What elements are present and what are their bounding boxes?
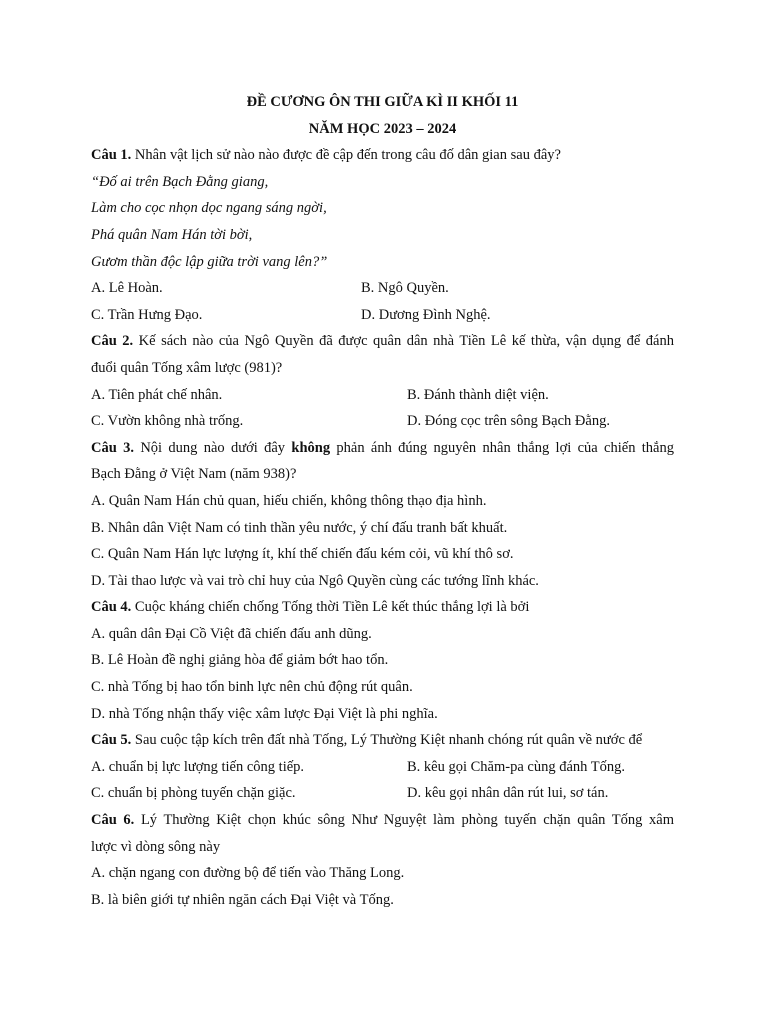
answer-d: D. Dương Đình Nghệ.	[361, 306, 491, 323]
document-title: ĐỀ CƯƠNG ÔN THI GIỮA KÌ II KHỐI 11	[246, 94, 519, 110]
answer-row	[91, 780, 674, 807]
poem-line-3: Phá quân Nam Hán tời bời,	[91, 226, 253, 243]
question-text-cont: đuổi quân Tống xâm lược (981)?	[91, 359, 283, 376]
answer-b: B. Ngô Quyền.	[361, 280, 449, 297]
answer-d: D. nhà Tống nhận thấy việc xâm lược Đại Việt là phi nghĩa.	[91, 705, 438, 722]
question-1	[91, 142, 674, 169]
answer-d: D. Đóng cọc trên sông Bạch Đằng.	[407, 413, 610, 430]
question-label: Câu 2.	[91, 333, 134, 350]
answer-a: A. chặn ngang con đường bộ để tiến vào Thăng Long.	[91, 865, 405, 882]
answer-c: C. nhà Tống bị hao tổn binh lực nên chủ động rút quân.	[91, 679, 413, 696]
question-text-cont: Bạch Đằng ở Việt Nam (năm 938)?	[91, 466, 297, 483]
answer-b: B. Đánh thành diệt viện.	[407, 386, 549, 403]
answer-a: A. Quân Nam Hán chủ quan, hiếu chiến, không thông thạo địa hình.	[91, 492, 487, 509]
answer-row	[91, 754, 674, 781]
answer-a: A. chuẩn bị lực lượng tiến công tiếp.	[91, 758, 305, 775]
question-4	[91, 594, 674, 621]
answer-b: B. là biên giới tự nhiên ngăn cách Đại Việt và Tống.	[91, 891, 394, 908]
question-text: Sau cuộc tập kích trên đất nhà Tống, Lý Thường Kiệt nhanh chóng rút quân về nước để	[131, 732, 643, 749]
answer-a: A. Tiên phát chế nhân.	[91, 386, 223, 403]
answer-b: B. Nhân dân Việt Nam có tinh thần yêu nước, ý chí đấu tranh bất khuất.	[91, 519, 508, 536]
question-text: Nhân vật lịch sử nào nào được đề cập đến trong câu đố dân gian sau đây?	[131, 147, 561, 164]
answer-d: D. kêu gọi nhân dân rút lui, sơ tán.	[407, 785, 609, 802]
question-text: Lý Thường Kiệt chọn khúc sông Như Nguyệt làm phòng tuyến chặn quân Tống xâm	[134, 812, 674, 829]
school-year: NĂM HỌC 2023 – 2024	[308, 120, 457, 137]
answer-d: D. Tài thao lược và vai trò chỉ huy của Ngô Quyền cùng các tướng lĩnh khác.	[91, 572, 539, 589]
answer-a: A. quân dân Đại Cồ Việt đã chiến đấu anh dũng.	[91, 625, 372, 642]
poem-line-2: Làm cho cọc nhọn dọc ngang sáng ngời,	[91, 200, 327, 217]
question-label: Câu 1.	[91, 147, 132, 164]
answer-c: C. Quân Nam Hán lực lượng ít, khí thế chiến đấu kém cỏi, vũ khí thô sơ.	[91, 546, 514, 563]
question-text: Kế sách nào của Ngô Quyền đã được quân dân nhà Tiền Lê kế thừa, vận dụng để đánh	[133, 333, 674, 350]
answer-a: A. Lê Hoàn.	[91, 280, 163, 297]
question-label: Câu 6.	[91, 812, 135, 829]
poem-line-4: Gươm thần độc lập giữa trời vang lên?”	[91, 253, 328, 270]
answer-row	[91, 302, 674, 329]
poem-line-1: “Đố ai trên Bạch Đằng giang,	[91, 173, 269, 190]
answer-c: C. Vườn không nhà trống.	[91, 413, 244, 430]
answer-c: C. chuẩn bị phòng tuyến chặn giặc.	[91, 785, 296, 802]
answer-row	[91, 408, 674, 435]
answer-row	[91, 382, 674, 409]
question-text: phản ánh đúng nguyên nhân thắng lợi của chiến thắng	[330, 439, 674, 456]
question-3	[91, 435, 674, 462]
answer-row	[91, 275, 674, 302]
answer-c: C. Trần Hưng Đạo.	[91, 306, 203, 323]
question-6	[91, 807, 674, 834]
emphasis-word: không	[291, 439, 331, 456]
question-text-cont: lược vì dòng sông này	[91, 838, 221, 855]
question-label: Câu 3.	[91, 439, 134, 456]
question-text: Cuộc kháng chiến chống Tống thời Tiền Lê kết thúc thắng lợi là bởi	[131, 599, 530, 616]
question-label: Câu 5.	[91, 732, 132, 749]
question-2	[91, 328, 674, 355]
question-label: Câu 4.	[91, 599, 132, 616]
question-text: Nội dung nào dưới đây	[134, 439, 292, 456]
answer-b: B. Lê Hoàn đề nghị giảng hòa để giảm bớt hao tổn.	[91, 652, 389, 669]
answer-b: B. kêu gọi Chăm-pa cùng đánh Tống.	[407, 758, 626, 775]
question-5	[91, 727, 674, 754]
